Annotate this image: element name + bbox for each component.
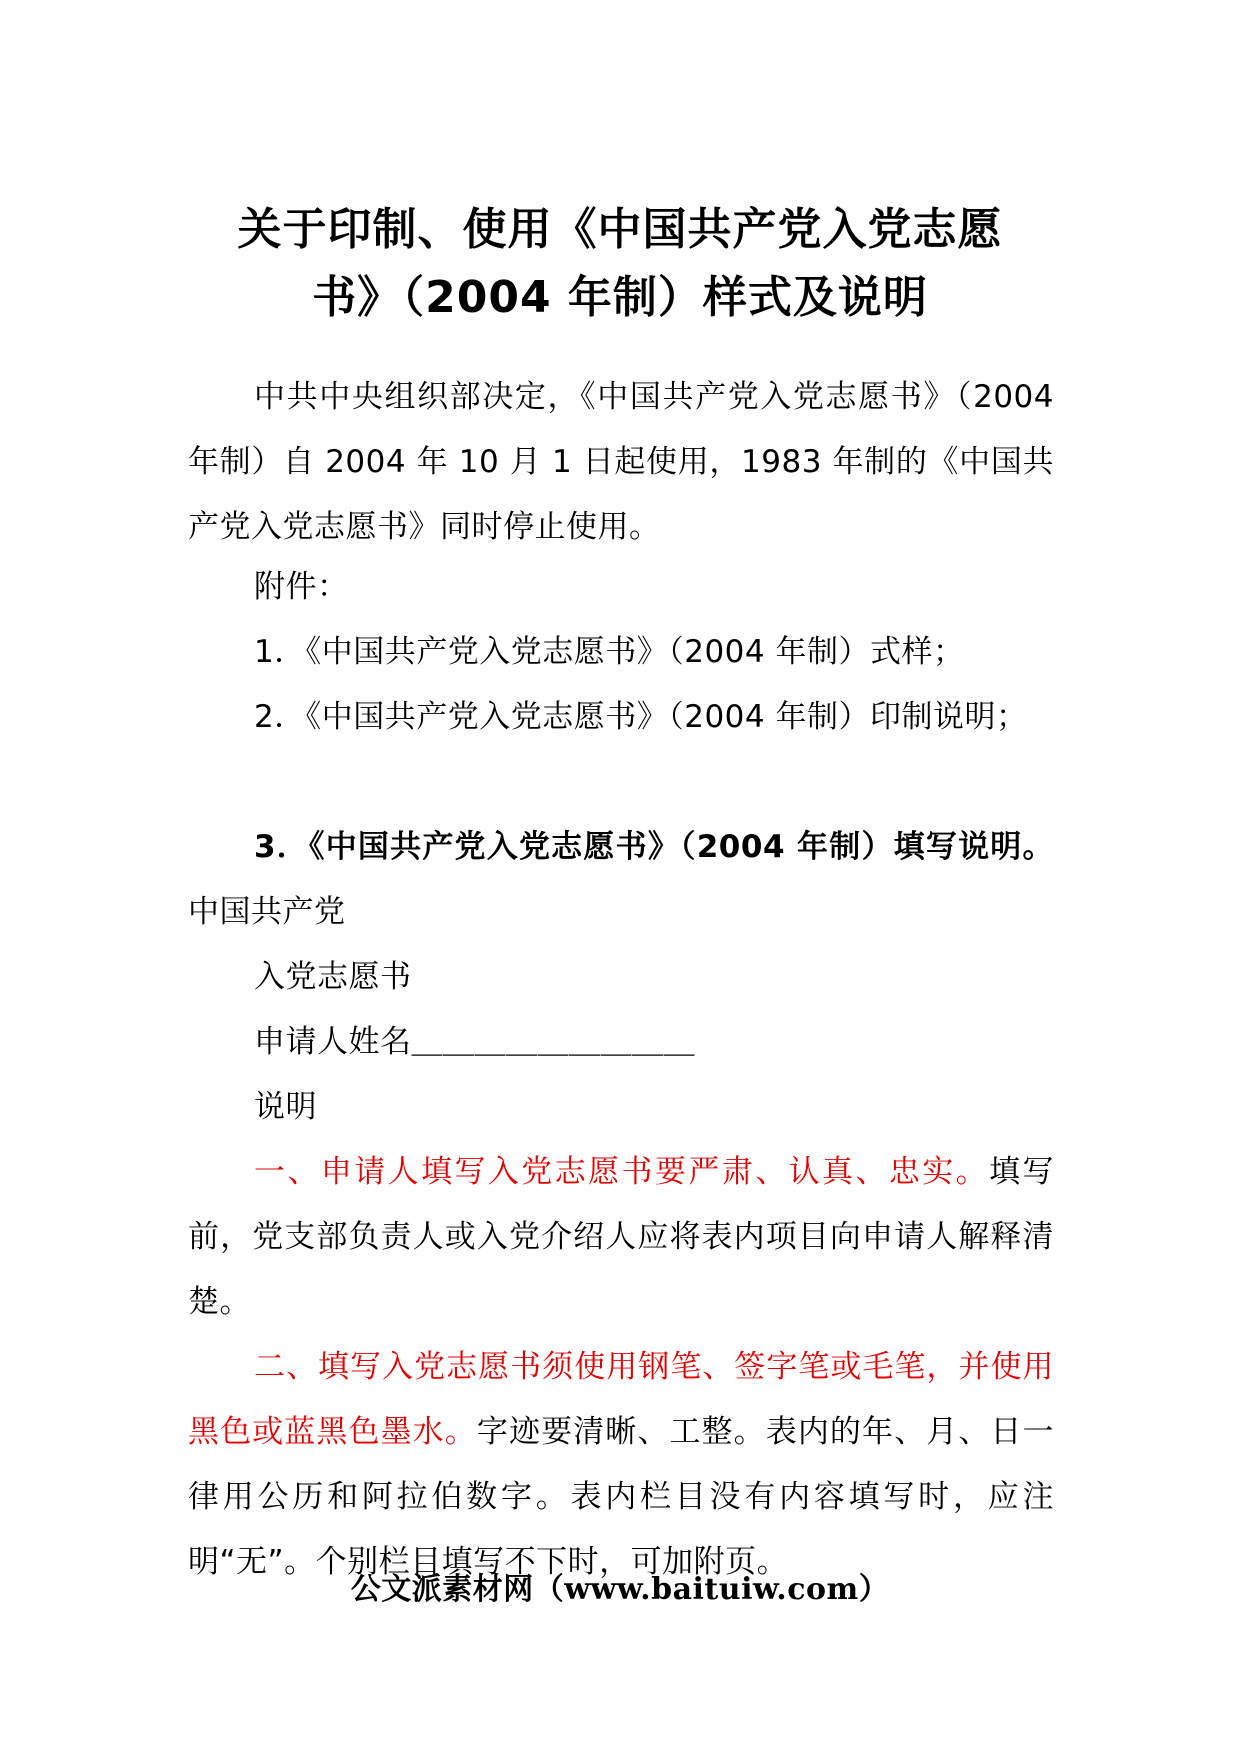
rule-1-text: 填写前，党支部负责人或入党介绍人应将表内项目向申请人解释清楚。: [188, 1154, 1055, 1320]
rule-2-emphasis: 二、填写入党志愿书须使用钢笔、签字笔或毛笔，并使用黑色或蓝黑色墨水。: [188, 1349, 1054, 1450]
rule-2-text: 字迹要清晰、工整。表内的年、月、日一律用公历和阿拉伯数字。表内栏目没有内容填写时，应注明“无”。个别栏目填写不下时，可加附页。: [188, 1414, 1055, 1580]
document-title-line-1: 关于印制、使用《中国共产党入党志愿: [237, 204, 1003, 255]
applicant-name-line: [254, 1010, 1054, 1075]
applicant-name-label: 申请人姓名: [254, 1024, 412, 1060]
attachments-label: 附件：: [254, 569, 349, 605]
rule-1-emphasis: 一、申请人填写入党志愿书要严肃、认真、忠实。: [254, 1154, 990, 1190]
attachment-item-3-text: 中国共产党: [188, 894, 346, 930]
book-title-line: 入党志愿书: [254, 959, 412, 995]
applicant-name-blank: ＿＿＿＿＿＿＿＿＿: [411, 1024, 695, 1060]
attachment-item-2: 2．《中国共产党入党志愿书》（2004 年制）印制说明；: [254, 699, 1028, 735]
document-title-line-2: 书》（2004 年制）样式及说明: [312, 272, 928, 323]
explanation-label: 说明: [254, 1089, 317, 1125]
source-footer: 公文派素材网（www.baituiw.com）: [350, 1572, 890, 1607]
attachment-item-3: [188, 815, 1054, 945]
attachment-item-3-heading: 3．《中国共产党入党志愿书》（2004 年制）填写说明。: [254, 829, 1054, 865]
intro-paragraph: 中共中央组织部决定，《中国共产党入党志愿书》（2004 年制）自 2004 年 10 月 1 日起使用，1983 年制的《中国共产党入党志愿书》同时停止使用。: [188, 379, 1054, 545]
rule-1-paragraph: [188, 1140, 1054, 1335]
attachment-item-1: 1．《中国共产党入党志愿书》（2004 年制）式样；: [254, 634, 965, 670]
rule-2-paragraph: [188, 1335, 1054, 1595]
